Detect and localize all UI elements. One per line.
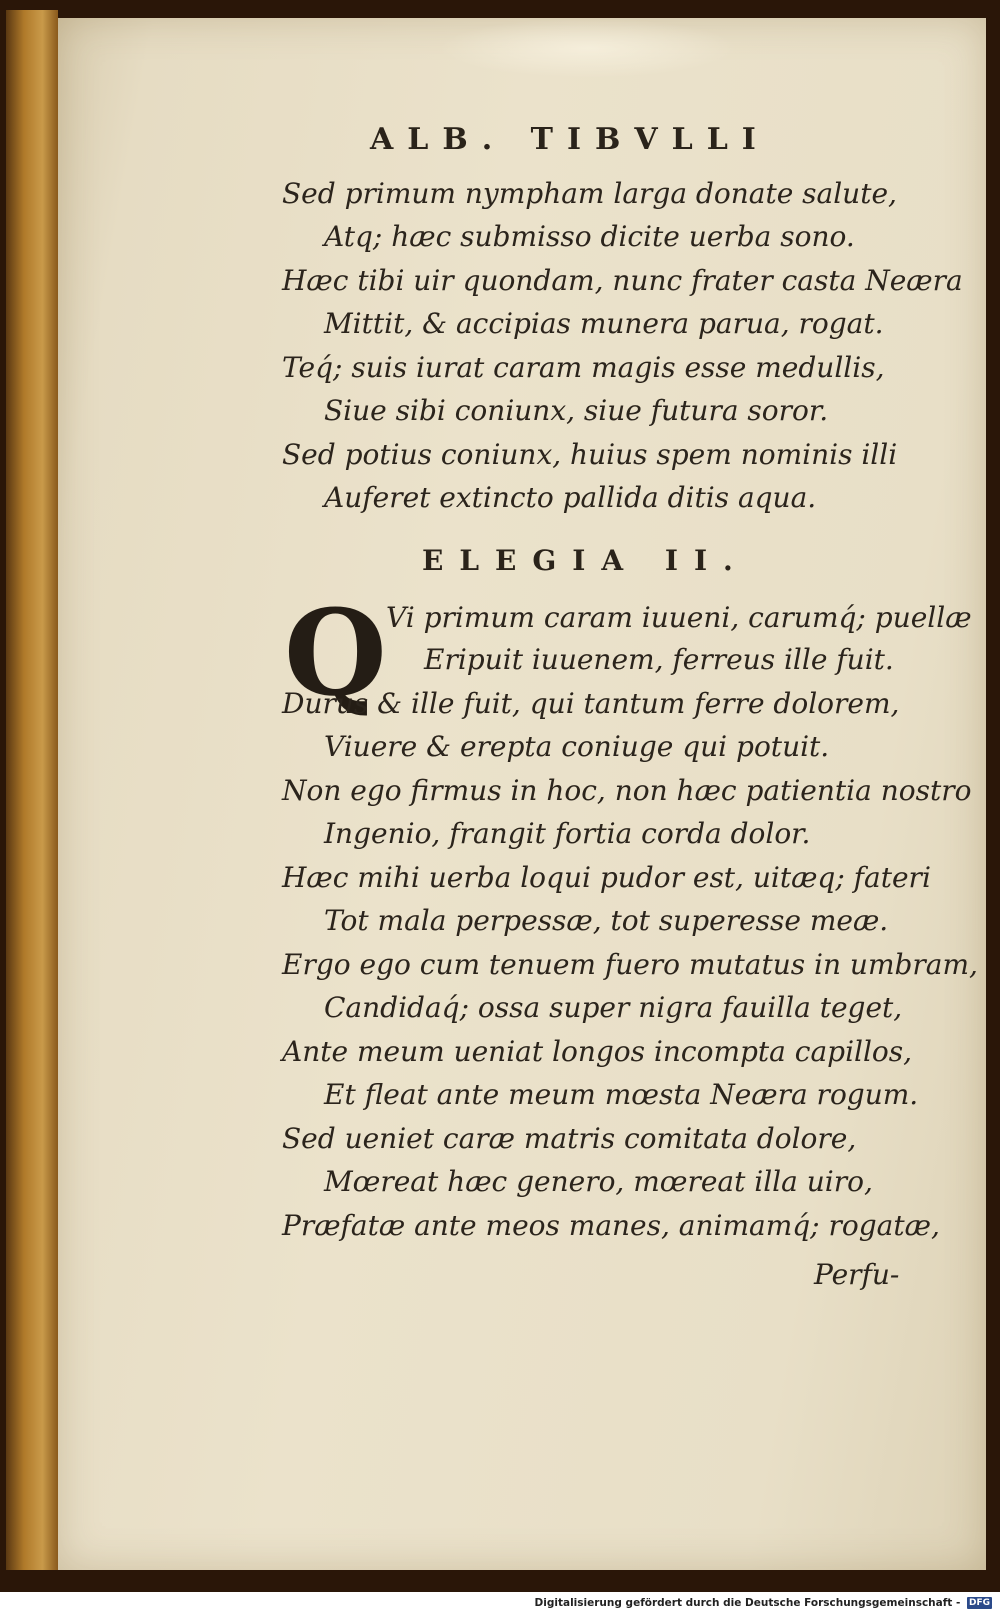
page-sheet [58,18,986,1570]
verse-line: Eripuit iuuenem, ferreus ille fuit. [424,643,894,676]
credit-text: Digitalisierung gefördert durch die Deutsche Forschungsgemeinschaft - [534,1597,961,1609]
catchword: Perfu- [814,1258,900,1291]
verse-line: Candidaq́; ossa super nigra fauilla teget, [324,991,903,1024]
verse-line: Ingenio, frangit fortia corda dolor. [324,817,811,850]
verse-line: Durus & ille fuit, qui tantum ferre dolorem, [282,687,900,720]
verse-line: Sed primum nympham larga donate salute, [282,177,897,210]
dfg-logo: DFG [968,1598,990,1608]
page-text-block [58,18,986,1570]
verse-line: Sed ueniet caræ matris comitata dolore, [282,1122,857,1155]
running-header: ALB. TIBVLLI [370,122,770,157]
drop-cap: Q [284,583,387,722]
verse-line: Mœreat hæc genero, mœreat illa uiro, [324,1165,873,1198]
verse-line: Præfatæ ante meos manes, animamq́; rogatæ, [282,1209,940,1242]
verse-line: Non ego firmus in hoc, non hæc patientia nostro [282,774,972,807]
verse-line: Viuere & erepta coniuge qui potuit. [324,730,830,763]
verse-line: Ergo ego cum tenuem fuero mutatus in umbram, [282,948,978,981]
verse-line: Ante meum ueniat longos incompta capillos, [282,1035,913,1068]
verse-line: Siue sibi coniunx, siue futura soror. [324,394,829,427]
verse-line: Auferet extincto pallida ditis aqua. [324,481,817,514]
verse-line: Sed potius coniunx, huius spem nominis illi [282,438,898,471]
verse-line: Mittit, & accipias munera parua, rogat. [324,307,884,340]
book-page-edge [6,10,58,1570]
verse-line: Et fleat ante meum mœsta Neæra rogum. [324,1078,919,1111]
verse-line: Vi primum caram iuueni, carumq́; puellæ [386,601,972,634]
verse-line: Tot mala perpessæ, tot superesse meæ. [324,904,889,937]
elegy-heading: ELEGIA II. [422,544,749,577]
verse-line: Hæc tibi uir quondam, nunc frater casta Neæra [282,264,963,297]
verse-line: Teq́; suis iurat caram magis esse medullis, [282,351,885,384]
digitization-credit [535,1597,992,1609]
verse-line: Atq; hæc submisso dicite uerba sono. [324,220,855,253]
verse-line: Hæc mihi uerba loqui pudor est, uitæq; fateri [282,861,931,894]
